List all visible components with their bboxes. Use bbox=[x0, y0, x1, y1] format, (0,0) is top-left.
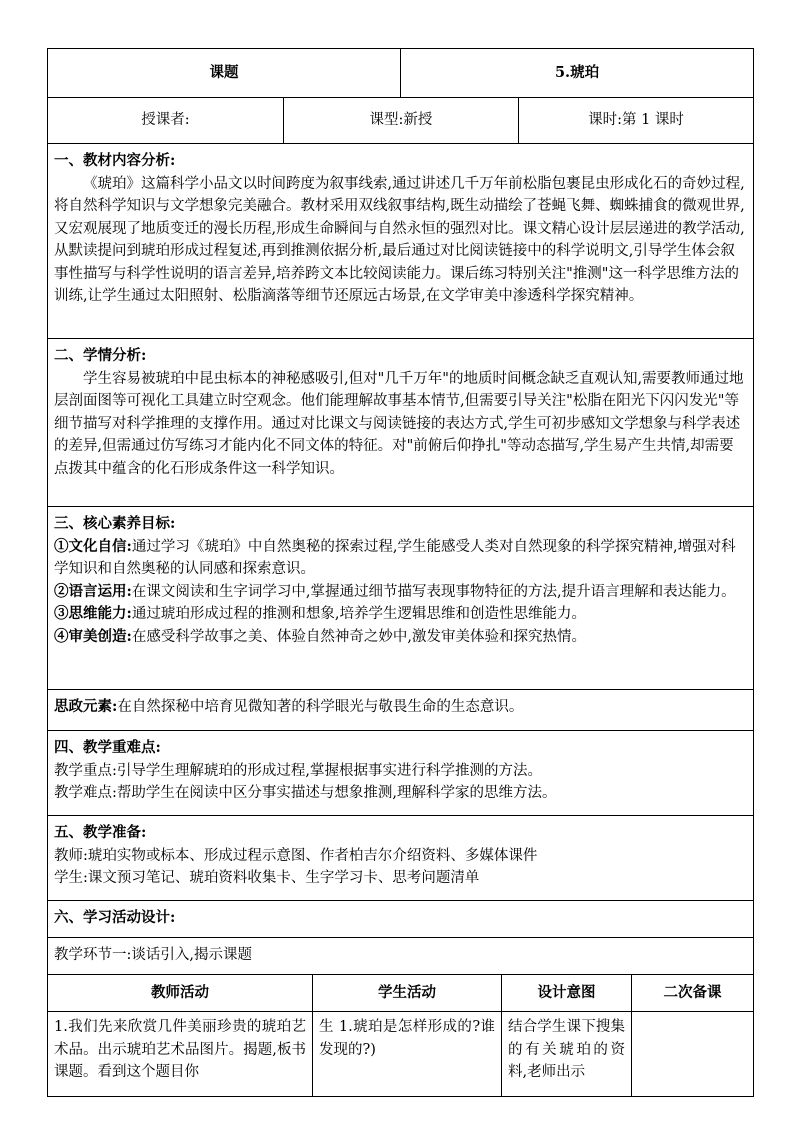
section-ideology bbox=[48, 690, 754, 731]
section-activity-design bbox=[48, 901, 754, 938]
section-key-points bbox=[48, 731, 754, 816]
section-material-analysis bbox=[48, 144, 754, 339]
student-activity-cell: 生 1.琥珀是怎样形成的?谁发现的?) bbox=[313, 1012, 502, 1097]
goal-label: ①文化自信: bbox=[54, 537, 132, 555]
activity-header-row bbox=[48, 975, 754, 1012]
goal-label: ④审美创造: bbox=[54, 627, 132, 645]
second-prep-cell bbox=[632, 1012, 754, 1097]
lesson-plan-page bbox=[47, 48, 753, 1097]
goal-text: 在课文阅读和生字词学习中,掌握通过细节描写表现事物特征的方法,提升语言理解和表达能力。 bbox=[131, 583, 736, 600]
activity-table bbox=[47, 974, 754, 1097]
step-row bbox=[48, 938, 754, 975]
lesson-type: 课型:新授 bbox=[284, 98, 519, 144]
section-body: 学生容易被琥珀中昆虫标本的神秘感吸引,但对"几千万年"的地质时间概念缺乏直观认知,需要教师通过地层剖面图等可视化工具建立时空观念。他们能理解故事基本情节,但需要引导关注"松脂在阳光下闪闪发光"等细节描写对科学推理的支撑作用。通过对比课文与阅读链接的表达方式,学生可初步感知文学想象与科学表述的差异,但需通过仿写练习才能内化不同文体的特征。对"前俯后仰挣扎"等动态描写,学生易产生共情,却需要点拨其中蕴含的化石形成条件这一科学知识。 bbox=[54, 370, 744, 477]
section-learner-analysis bbox=[48, 339, 754, 507]
goal-item bbox=[54, 536, 747, 581]
goal-text: 通过琥珀形成过程的推测和想象,培养学生逻辑思维和创造性思维能力。 bbox=[131, 606, 586, 622]
teacher-activity-cell: 1.我们先来欣赏几件美丽珍贵的琥珀艺术品。出示琥珀艺术品图片。揭题,板书课题。看到这个题目你 bbox=[48, 1012, 313, 1097]
section-title: 六、学习活动设计: bbox=[54, 909, 176, 926]
goal-item bbox=[54, 581, 747, 604]
goal-item bbox=[54, 603, 747, 626]
topic-label: 课题 bbox=[48, 49, 401, 98]
section-title: 二、学情分析: bbox=[54, 347, 147, 364]
step-title: 教学环节一:谈话引入,揭示课题 bbox=[54, 947, 252, 963]
ideology-text: 在自然探秘中培育见微知著的科学眼光与敬畏生命的生态意识。 bbox=[117, 699, 524, 715]
topic-value: 5.琥珀 bbox=[401, 49, 754, 98]
section-title: 五、教学准备: bbox=[54, 824, 147, 841]
title-row bbox=[48, 49, 754, 98]
goal-label: ②语言运用: bbox=[54, 582, 132, 600]
section-title: 一、教材内容分析: bbox=[54, 152, 176, 169]
header-design-intent: 设计意图 bbox=[502, 975, 632, 1012]
design-intent-cell: 结合学生课下搜集的有关琥珀的资料,老师出示 bbox=[502, 1012, 632, 1097]
goal-label: ③思维能力: bbox=[54, 605, 132, 622]
student-prep: 学生:课文预习笔记、琥珀资料收集卡、生字学习卡、思考问题清单 bbox=[54, 870, 480, 886]
table-row bbox=[48, 1012, 754, 1097]
goal-text: 在感受科学故事之美、体验自然神奇之妙中,激发审美体验和探究热情。 bbox=[131, 628, 586, 645]
header-student-activity: 学生活动 bbox=[313, 975, 502, 1012]
meta-row bbox=[48, 98, 754, 144]
section-title: 四、教学重难点: bbox=[54, 739, 161, 756]
lesson-period: 课时:第 1 课时 bbox=[519, 98, 754, 144]
header-second-prep: 二次备课 bbox=[632, 975, 754, 1012]
goal-text: 通过学习《琥珀》中自然奥秘的探索过程,学生能感受人类对自然现象的科学探究精神,增强对科学知识和自然奥秘的认同感和探索意识。 bbox=[54, 538, 736, 577]
header-teacher-activity: 教师活动 bbox=[48, 975, 313, 1012]
section-preparation bbox=[48, 816, 754, 901]
section-title: 三、核心素养目标: bbox=[54, 515, 176, 532]
goal-item bbox=[54, 626, 747, 649]
teacher-label: 授课者: bbox=[48, 98, 284, 144]
lesson-plan-table bbox=[47, 48, 754, 975]
difficulty-point: 教学难点:帮助学生在阅读中区分事实描述与想象推测,理解科学家的思维方法。 bbox=[54, 785, 557, 801]
teacher-prep: 教师:琥珀实物或标本、形成过程示意图、作者柏吉尔介绍资料、多媒体课件 bbox=[54, 847, 538, 864]
ideology-label: 思政元素: bbox=[54, 698, 118, 715]
key-point: 教学重点:引导学生理解琥珀的形成过程,掌握根据事实进行科学推测的方法。 bbox=[54, 762, 542, 779]
section-core-goals bbox=[48, 507, 754, 690]
section-body: 《琥珀》这篇科学小品文以时间跨度为叙事线索,通过讲述几千万年前松脂包裹昆虫形成化石的奇妙过程,将自然科学知识与文学想象完美融合。教材采用双线叙事结构,既生动描绘了苍蝇飞舞、蜘蛛捕食的微观世界,又宏观展现了地质变迁的漫长历程,形成生命瞬间与自然永恒的强烈对比。课文精心设计层层递进的教学活动,从默读提问到琥珀形成过程复述,再到推测依据分析,最后通过对比阅读链接中的科学说明文,引导学生体会叙事性描写与科学性说明的语言差异,培养跨文本比较阅读能力。课后练习特别关注"推测"这一科学思维方法的训练,让学生通过太阳照射、松脂滴落等细节还原远古场景,在文学审美中渗透科学探究精神。 bbox=[54, 175, 745, 304]
